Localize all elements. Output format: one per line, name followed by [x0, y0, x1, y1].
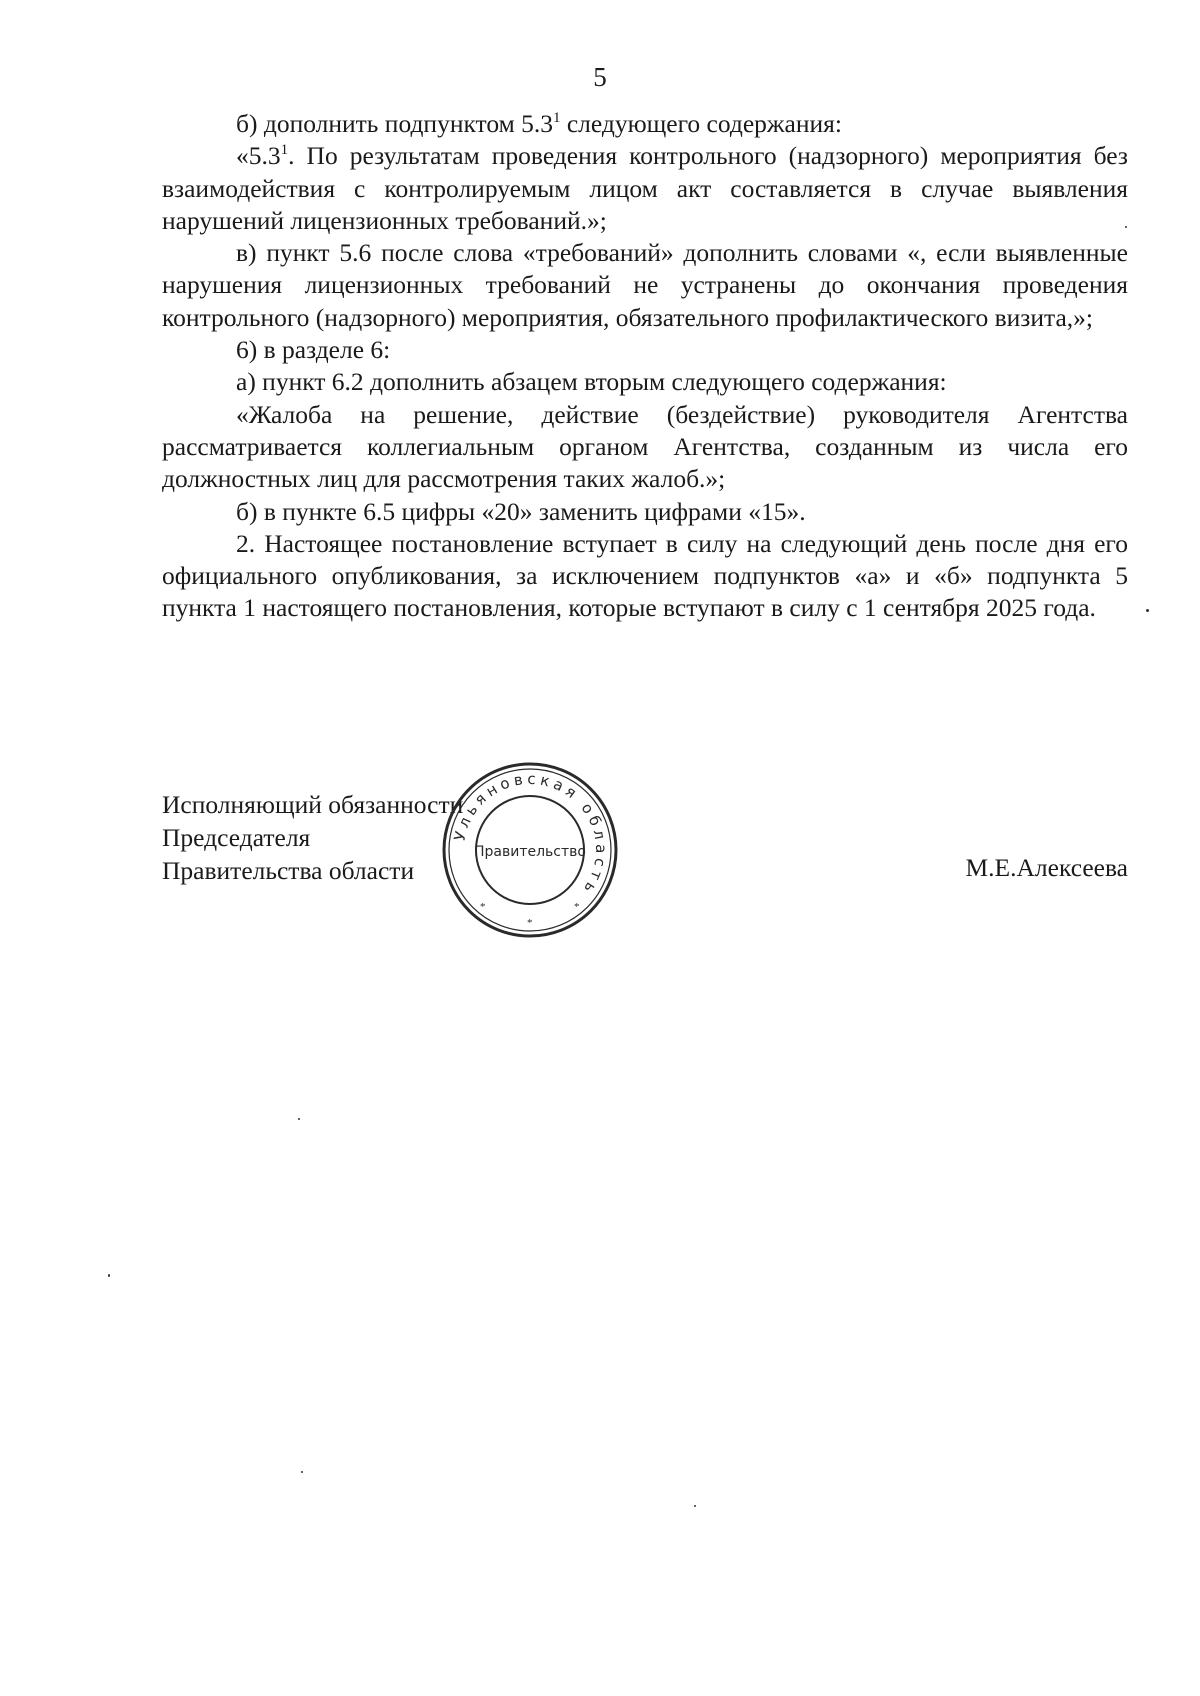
seal-star-icon: *: [527, 917, 533, 929]
scan-speck: [445, 868, 447, 870]
scan-speck: [1125, 226, 1127, 228]
scan-speck: [301, 1471, 303, 1473]
signature-line-2: Председателя: [162, 823, 311, 852]
seal-ring-text: Ульяновская область: [450, 769, 611, 900]
scan-speck: [1146, 609, 1149, 612]
seal-star-icon: *: [574, 901, 580, 913]
paragraph-5: а) пункт 6.2 дополнить абзацем вторым следующего содержания:: [236, 367, 947, 397]
scan-speck: [298, 1118, 300, 1120]
document-body: [162, 108, 1128, 625]
paragraph-3: в) пункт 5.6 после слова «требований» дополнить словами «, если выявленные нарушения лицензионных требований не устранены до окончания проведения контрольного (надзорного) мероприятия, обязательного профилактического визита,»;: [162, 238, 1128, 332]
seal-star-icon: *: [480, 901, 486, 913]
paragraph-4: 6) в разделе 6:: [236, 335, 391, 365]
signature-line-3: Правительства области: [162, 856, 415, 885]
page-number: 5: [593, 62, 607, 92]
scan-speck: [694, 1505, 696, 1507]
paragraph-8: 2. Настоящее постановление вступает в силу на следующий день после дня его официального опубликования, за исключением подпунктов «а» и «б» подпункта 5 пункта 1 настоящего постановления, которые вступают в силу с 1 сентября 2025 года.: [162, 528, 1128, 623]
signature-title: [162, 788, 463, 887]
signature-line-1: Исполняющий обязанности: [162, 790, 464, 819]
signer-name: М.Е.Алексеева: [965, 853, 1128, 882]
seal-center-text: Правительство: [474, 844, 586, 860]
paragraph-6: «Жалоба на решение, действие (бездействие) руководителя Агентства рассматривается коллегиальным органом Агентства, созданным из числа его должностных лиц для рассмотрения таких жалоб.»;: [162, 399, 1128, 494]
paragraph-2: «$5.3^1$. По результатам проведения контрольного (надзорного) мероприятия без взаимодействия с контролируемым лицом акт составляется в случае выявления нарушений лицензионных требований.»;: [162, 141, 1128, 235]
paragraph-7: б) в пункте 6.5 цифры «20» заменить цифрами «15».: [236, 496, 806, 526]
paragraph-1: б) дополнить подпунктом $5.3^1$ следующего содержания:: [236, 109, 842, 138]
scan-speck: [108, 1274, 110, 1277]
official-seal-stamp: [440, 760, 620, 940]
